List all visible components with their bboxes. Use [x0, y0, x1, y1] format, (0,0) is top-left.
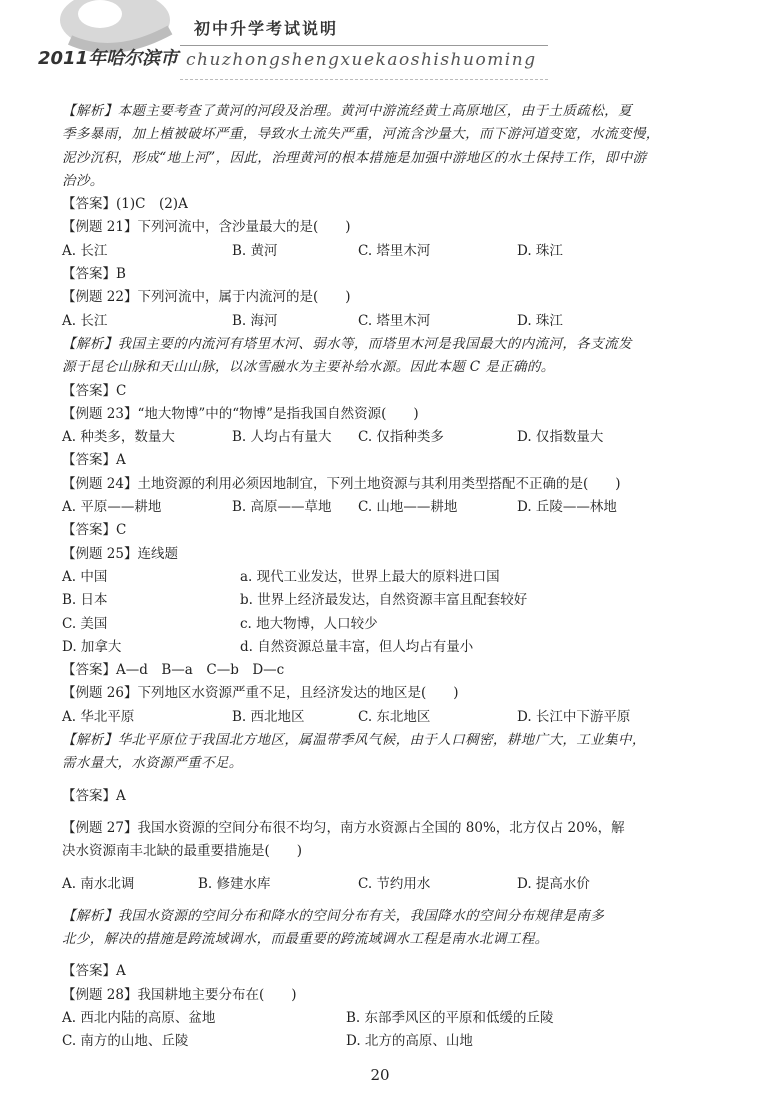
question-24-options	[62, 496, 692, 519]
question-28-options	[62, 1030, 692, 1053]
question-26: 【例题 26】下列地区水资源严重不足，且经济发达的地区是( )	[62, 685, 459, 702]
header-title: 初中升学考试说明	[194, 19, 339, 38]
analysis-line: 【解析】我国水资源的空间分布和降水的空间分布有关，我国降水的空间分布规律是南多	[62, 907, 605, 924]
match-right: c. 地大物博，人口较少	[240, 615, 378, 632]
option: A. 平原——耕地	[62, 499, 162, 516]
question-21-options	[62, 240, 692, 263]
page-content	[62, 100, 692, 1054]
analysis-line: 需水量大，水资源严重不足。	[62, 755, 243, 772]
question-28: 【例题 28】我国耕地主要分布在( )	[62, 986, 297, 1003]
option: A. 华北平原	[62, 708, 135, 725]
matching-row	[62, 636, 692, 659]
analysis-line: 北少，解决的措施是跨流域调水，而最重要的跨流域调水工程是南水北调工程。	[62, 931, 549, 948]
option: C. 南方的山地、丘陵	[62, 1033, 189, 1050]
analysis-line: 【解析】我国主要的内流河有塔里木河、弱水等，而塔里木河是我国最大的内流河，各支流发	[62, 335, 632, 352]
question-23: 【例题 23】“地大物博”中的“物博”是指我国自然资源( )	[62, 405, 419, 422]
option: A. 长江	[62, 312, 108, 329]
answer-line: 【答案】C	[62, 382, 127, 399]
matching-row	[62, 566, 692, 589]
option: C. 塔里木河	[358, 242, 431, 259]
analysis-line: 泥沙沉积，形成“地上河”，因此，治理黄河的根本措施是加强中游地区的水土保持工作，即中游	[62, 149, 647, 166]
question-27-options	[62, 873, 692, 896]
header-year-city: 2011年哈尔滨市	[38, 48, 179, 69]
option: C. 山地——耕地	[358, 499, 458, 516]
header-divider	[180, 45, 548, 46]
answer-line: 【答案】A	[62, 452, 126, 469]
option: D. 仅指数量大	[517, 429, 604, 446]
option: D. 珠江	[517, 242, 563, 259]
option: D. 丘陵——林地	[517, 499, 617, 516]
analysis-line: 源于昆仑山脉和天山山脉，以冰雪融水为主要补给水源。因此本题 C 是正确的。	[62, 359, 555, 376]
question-26-options	[62, 706, 692, 729]
matching-row	[62, 589, 692, 612]
analysis-line: 治沙。	[62, 172, 104, 189]
header-pinyin: chuzhongshengxuekaoshishuoming	[186, 50, 537, 70]
option: B. 高原——草地	[232, 499, 332, 516]
question-23-options	[62, 426, 692, 449]
option: B. 海河	[232, 312, 278, 329]
option: A. 南水北调	[62, 875, 135, 892]
answer-line: 【答案】A	[62, 963, 126, 980]
match-right: d. 自然资源总量丰富，但人均占有量小	[240, 638, 474, 655]
option: C. 东北地区	[358, 708, 431, 725]
match-left: B. 日本	[62, 592, 108, 609]
header-divider-dashed	[180, 79, 548, 80]
question-28-options	[62, 1007, 692, 1030]
option: D. 珠江	[517, 312, 563, 329]
question-22: 【例题 22】下列河流中，属于内流河的是( )	[62, 289, 351, 306]
option: D. 北方的高原、山地	[346, 1033, 473, 1050]
page-number: 20	[370, 1066, 390, 1084]
question-27-line: 决水资源南丰北缺的最重要措施是( )	[62, 843, 303, 860]
question-24: 【例题 24】土地资源的利用必须因地制宜，下列土地资源与其利用类型搭配不正确的是( )	[62, 475, 621, 492]
question-22-options	[62, 310, 692, 333]
question-21: 【例题 21】下列河流中，含沙量最大的是( )	[62, 219, 351, 236]
match-right: b. 世界上经济最发达，自然资源丰富且配套较好	[240, 592, 528, 609]
option: C. 塔里木河	[358, 312, 431, 329]
option: C. 节约用水	[358, 875, 431, 892]
option: B. 修建水库	[198, 875, 271, 892]
analysis-line: 【解析】本题主要考查了黄河的河段及治理。黄河中游流经黄土高原地区，由于土质疏松，夏	[62, 103, 632, 119]
option: B. 黄河	[232, 242, 278, 259]
match-left: C. 美国	[62, 615, 108, 632]
option: A. 长江	[62, 242, 108, 259]
match-left: D. 加拿大	[62, 638, 122, 655]
option: A. 种类多，数量大	[62, 429, 175, 446]
answer-line: 【答案】(1)C (2)A	[62, 196, 188, 213]
answer-line: 【答案】A—d B—a C—b D—c	[62, 662, 285, 679]
answer-line: 【答案】A	[62, 787, 126, 804]
question-27-line: 【例题 27】我国水资源的空间分布很不均匀，南方水资源占全国的 80%，北方仅占 20%，解	[62, 819, 625, 836]
question-25: 【例题 25】连线题	[62, 545, 178, 562]
answer-line: 【答案】C	[62, 522, 127, 539]
option: B. 人均占有量大	[232, 429, 332, 446]
match-right: a. 现代工业发达，世界上最大的原料进口国	[240, 568, 500, 585]
option: B. 东部季风区的平原和低缓的丘陵	[346, 1009, 554, 1026]
analysis-line: 季多暴雨，加上植被破坏严重，导致水土流失严重，河流含沙量大，而下游河道变宽，水流变慢，	[62, 126, 660, 143]
option: D. 长江中下游平原	[517, 708, 631, 725]
answer-line: 【答案】B	[62, 266, 126, 283]
option: A. 西北内陆的高原、盆地	[62, 1009, 216, 1026]
match-left: A. 中国	[62, 568, 108, 585]
analysis-line: 【解析】华北平原位于我国北方地区，属温带季风气候，由于人口稠密，耕地广大，工业集中，	[62, 732, 646, 749]
matching-row	[62, 613, 692, 636]
option: D. 提高水价	[517, 875, 590, 892]
option: B. 西北地区	[232, 708, 305, 725]
option: C. 仅指种类多	[358, 429, 444, 446]
